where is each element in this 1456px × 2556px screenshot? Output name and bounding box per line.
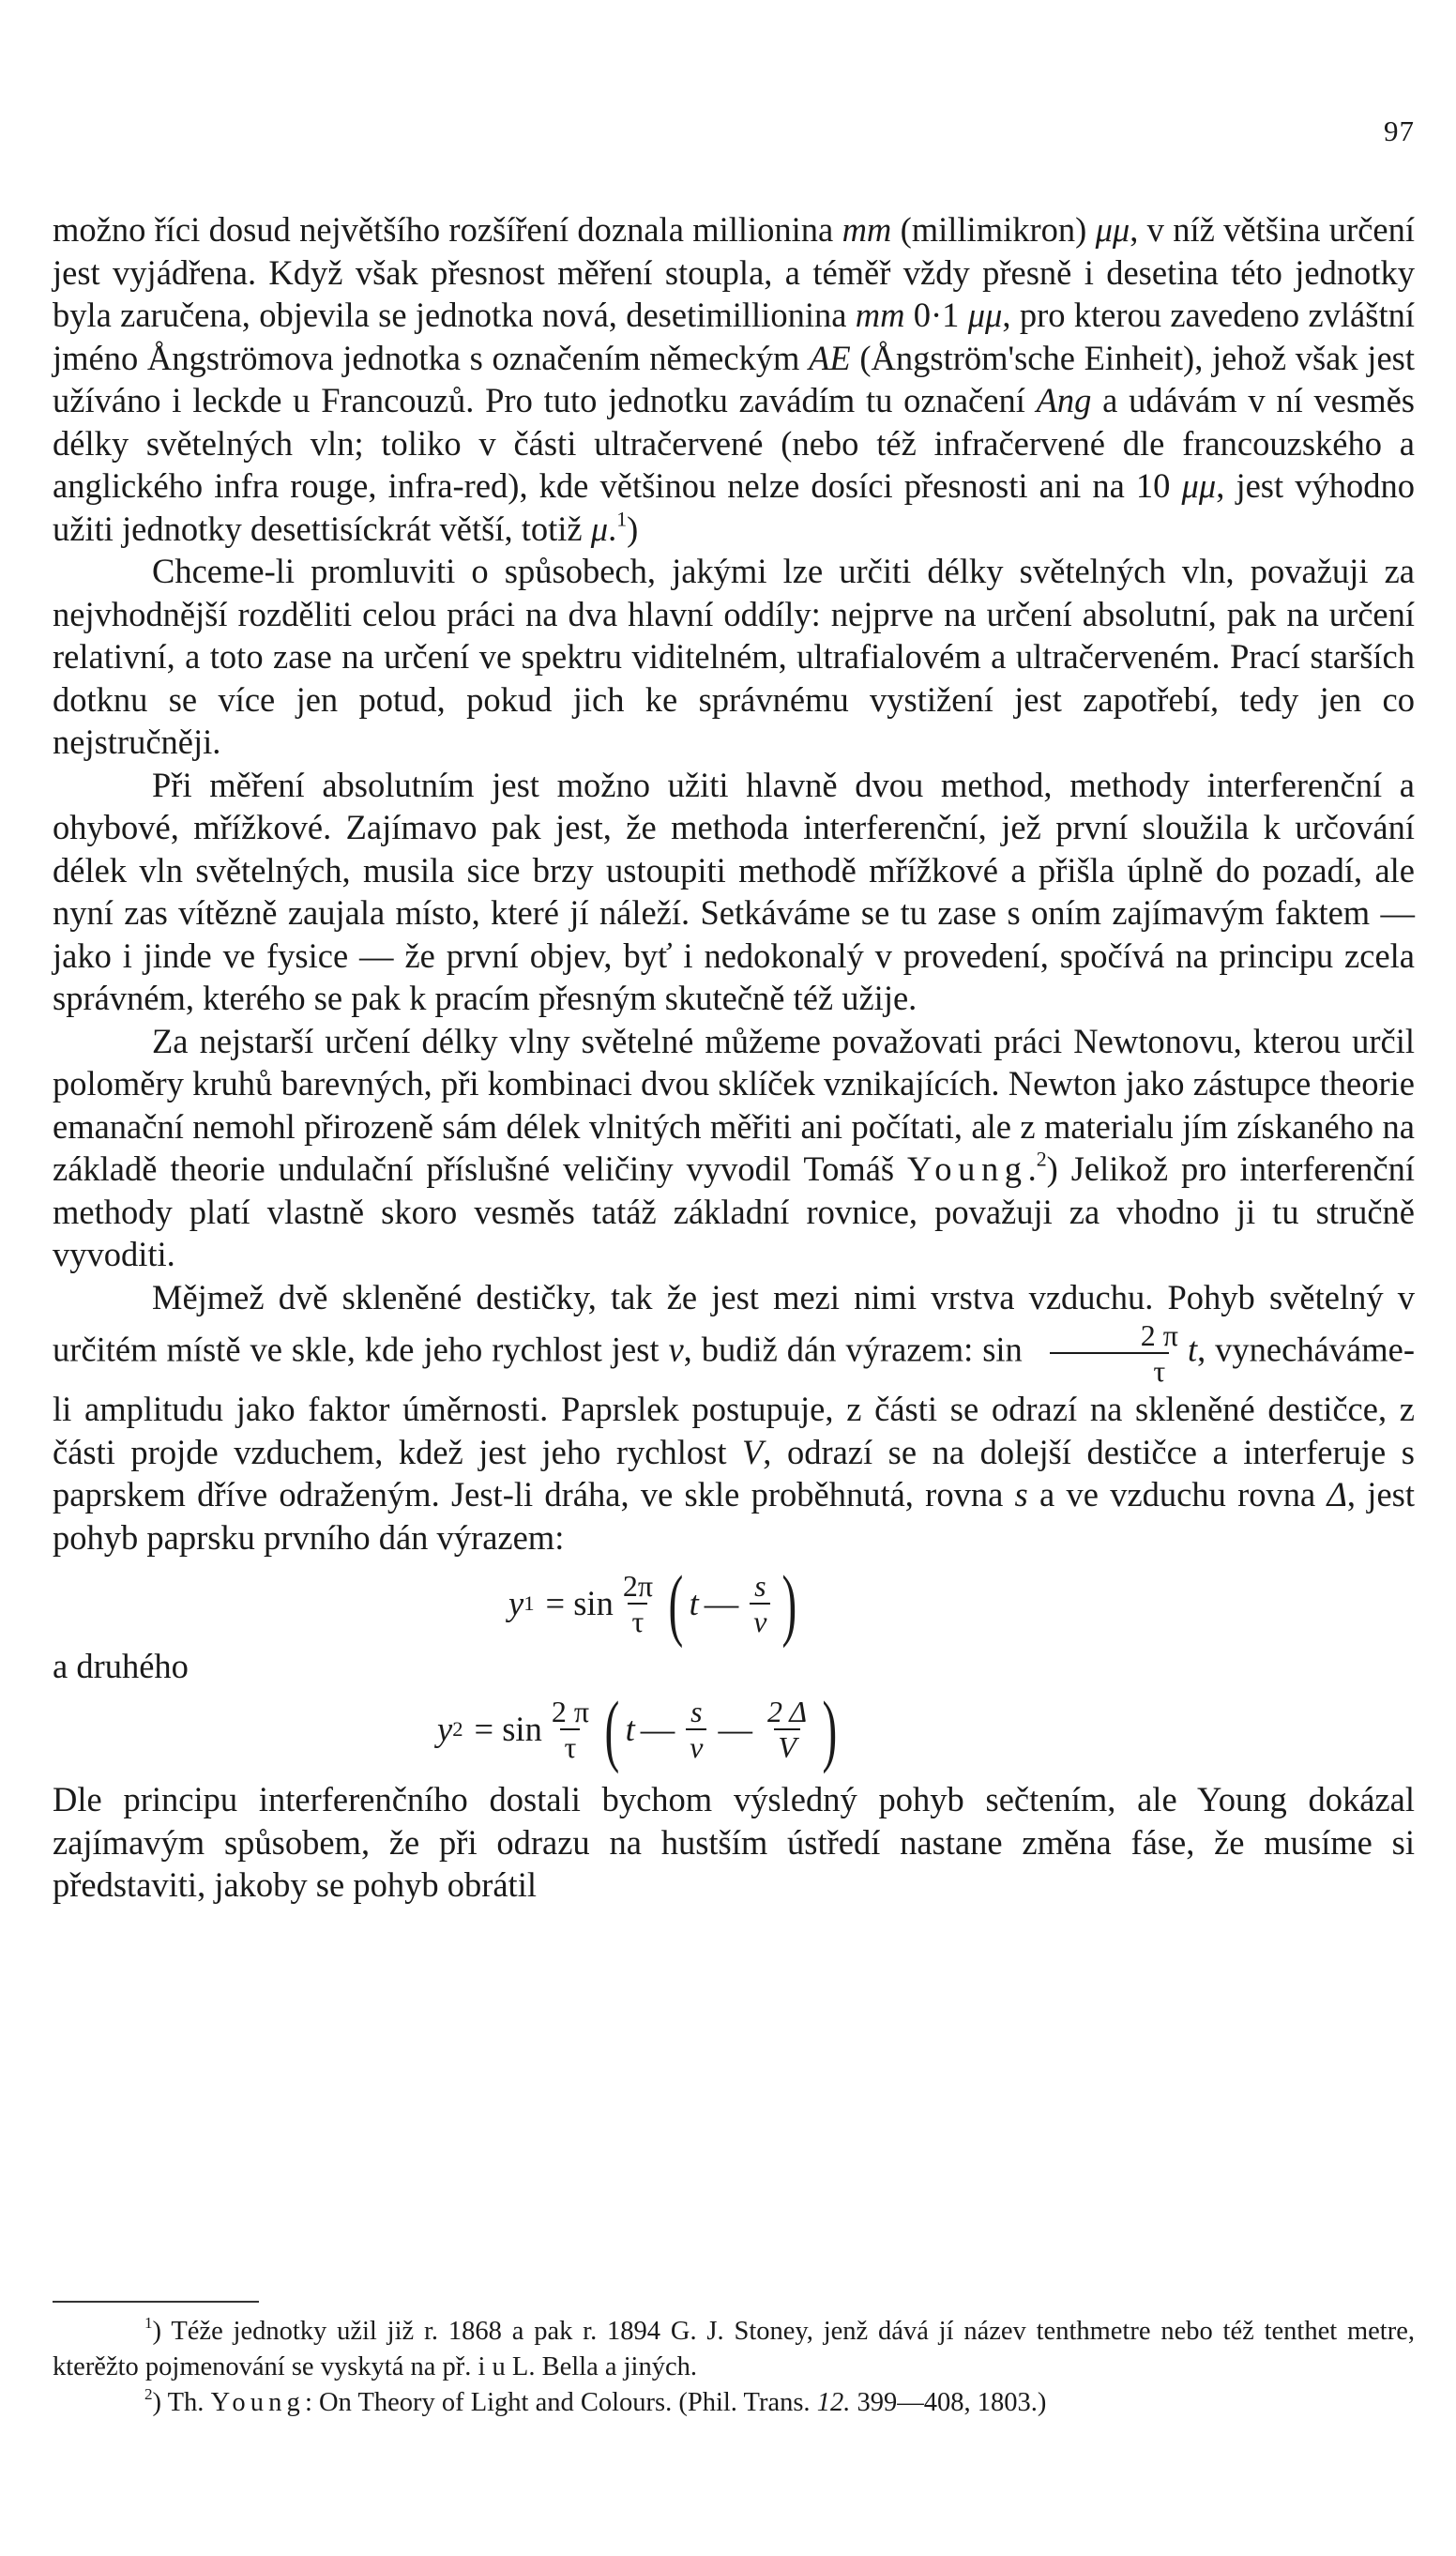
equals-sin: = sin [545, 1584, 614, 1623]
equals-sin: = sin [474, 1710, 542, 1749]
fraction-denominator: v [686, 1728, 706, 1764]
right-paren: ) [822, 1684, 838, 1774]
symbol-ang: Ang [1036, 381, 1092, 419]
body-text [53, 208, 1415, 1907]
paragraph-5 [53, 1276, 1415, 1559]
unit-mumu: μμ [967, 296, 1003, 334]
a-druheho-line [53, 1645, 1415, 1688]
fraction-numerator: s [690, 1695, 703, 1728]
text-span: , jest výhodno užiti jednotky desettisíckrát větší, totiž [53, 466, 1416, 548]
fraction [686, 1695, 706, 1764]
fraction [619, 1569, 657, 1638]
footnote-2 [53, 2385, 1415, 2421]
fraction-denominator: τ [628, 1603, 647, 1638]
paragraph-6: Dle principu interferenčního dostali bychom výsledný pohyb sečtením, ale Young dokázal zajímavým spůsobem, že při odrazu na hustším ústředí nastane změna fáse, že musíme si představiti, jakoby se pohyb obrátil [53, 1780, 1415, 1904]
left-paren: ( [668, 1559, 684, 1649]
formula-2 [53, 1684, 1415, 1774]
page-number: 97 [1384, 114, 1415, 147]
a-druheho: a druhého [53, 1647, 189, 1686]
author-young: Young [907, 1149, 1028, 1188]
right-paren: ) [781, 1559, 797, 1649]
unit-mu: μ [590, 509, 609, 548]
footnote-text: ) Téže jednotky užil již r. 1868 a pak r. 1894 G. J. Stoney, jenž dává jí název tenthmetre nebo též tenthet metre, kterěžto pojmenování se vyskytá na př. i u L. Bella a jiných. [53, 2317, 1415, 2381]
paragraph-3: Při měření absolutním jest možno užiti hlavně dvou method, methody interferenční a ohybové, mřížkové. Zajímavo pak jest, že methoda interferenční, jež první sloužila k určování délek vln světelných, musila sice brzy ustoupiti methodě mřížkové a přišla úplně do pozadí, ale nyní zas vítězně zaujala místo, které jí náleží. Setkáváme se tu zase s oním zajímavým faktem — jako i jinde ve fysice — že první objev, byť i nedokonalý v provedení, spočívá na principu zcela správném, kterého se pak k pracím přesným skutečně též užije. [53, 765, 1415, 1017]
left-paren: ( [604, 1684, 620, 1774]
fraction-numerator: 2 π [1140, 1318, 1178, 1352]
text-span: Za nejstarší určení délky vlny světelné můžeme považovati práci Newtonovu, kterou určil poloměry kruhů barevných, při kombinaci dvou sklíček vznikajících. Newton jako zástupce theorie emanační nemohl přirozeně sám délek vlnitých měřiti ani počítati, ale z materialu jím získaného na základě theorie undulační příslušné veličiny vyvodil Tomáš [53, 1021, 1415, 1188]
formula-2-content: y 2 = sin $\frac{2 \pi}{\tau}$ ( t — $\frac{s}{v}$ — $\frac{2 \Delta}{V}$ ) [437, 1684, 838, 1774]
paragraph-1 [53, 208, 1415, 550]
fraction-numerator: 2 Δ [766, 1695, 808, 1728]
fraction-numerator: s [754, 1569, 766, 1603]
text-span: , jest pohyb paprsku prvního dán výrazem: [53, 1475, 1415, 1557]
text-span: . [608, 509, 617, 548]
symbol-v: v [668, 1330, 684, 1369]
fraction-denominator: v [750, 1603, 770, 1638]
text-span: Mějmež dvě skleněné destičky, tak že jest mezi nimi vrstva vzduchu. Pohyb světelný v určitém místě ve skle, kde jeho rychlost jest [53, 1277, 1415, 1369]
text-span: , odrazí se na dolejší destičce a interferuje s paprskem dříve odraženým. Jest-li dráha, ve skle proběhnutá, rovna [53, 1432, 1415, 1514]
paragraph-4 [53, 1020, 1415, 1276]
minus-sign: — [704, 1584, 739, 1623]
footnote-1 [53, 2314, 1415, 2385]
symbol-delta: Δ [1327, 1475, 1347, 1514]
symbol-t: t [625, 1710, 635, 1749]
symbol-t: t [1187, 1330, 1198, 1369]
symbol-y: y [437, 1710, 453, 1749]
fraction-denominator: V [774, 1728, 800, 1764]
volume-number: 12. [816, 2388, 851, 2417]
footnote-marker: 2 [144, 2385, 153, 2404]
unit-mm: mm [855, 296, 905, 334]
text-span: (millimikron) [891, 210, 1096, 249]
fraction-denominator: τ [560, 1728, 580, 1764]
fraction-numerator: 2 π [551, 1695, 589, 1728]
minus-sign: — [640, 1710, 675, 1749]
fraction-denominator: τ [1050, 1352, 1169, 1388]
symbol-s: s [1014, 1475, 1028, 1514]
footnote-divider [53, 2301, 259, 2303]
symbol-y: y [508, 1584, 524, 1623]
footnote-ref-2: 2 [1036, 1147, 1047, 1171]
text-span: (Ångström'sche Einheit), jehož však jest užíváno i leckde u Francouzů. Pro tuto jednotku zavádím tu označení [53, 338, 1415, 419]
unit-mumu: μμ [1095, 210, 1130, 249]
unit-mumu: μμ [1181, 466, 1217, 505]
fraction-numerator: 2π [622, 1569, 653, 1603]
footnote-text: ) Th. [152, 2388, 211, 2417]
text-span: 0·1 [904, 296, 968, 334]
footnotes [53, 2314, 1415, 2421]
paragraph-2: Chceme-li promluviti o spůsobech, jakými lze určiti délky světelných vln, považuji za nejvhodnější rozděliti celou práci na dva hlavní oddíly: nejprve na určení absolutní, pak na určení relativní, a toto zase na určení ve spektru viditelném, ultrafialovém a ultračerveném. Prací starších dotknu se více jen potud, pokud jich ke správnému vystižení jest zapotřebí, tedy jen co nejstručněji. [53, 552, 1415, 761]
unit-mm: mm [842, 210, 892, 249]
minus-sign: — [718, 1710, 752, 1749]
text-span: možno říci dosud největšího rozšíření doznala millionina [53, 210, 842, 249]
text-span: , budiž dán výrazem: sin [683, 1330, 1032, 1369]
text-span: ) [627, 509, 639, 548]
symbol-V: V [742, 1432, 764, 1471]
text-span: a udávám v ní vesměs délky světelných vln; toliko v části ultračervené (nebo též infračervené dle francouzského a anglického infra rouge, infra-red), kde většinou nelze dosíci přesnosti ani na 10 [53, 381, 1415, 505]
text-span: ) Jelikož pro interferenční methody platí vlastně skoro vesměs tatáž základní rovnice, považuji za vhodno ji tu stručně vyvoditi. [53, 1149, 1415, 1273]
fraction [764, 1695, 811, 1764]
author-young: Young [210, 2388, 305, 2417]
fraction [548, 1695, 593, 1764]
footnote-text: : On Theory of Light and Colours. (Phil. Trans. [304, 2388, 817, 2417]
text-span: , v níž většina určení jest vyjádřena. Když však přesnost měření stoupla, a téměř vždy přesně i desetina této jednotky byla zaručena, objevila se jednotka nová, desetimillionina [53, 210, 1416, 334]
footnote-text: 399—408, 1803.) [850, 2388, 1047, 2417]
text-span: , pro kterou zavedeno zvláštní jméno Ångströmova jednotka s označením německým [53, 296, 1415, 377]
text-span: , vynecháváme-li amplitudu jako faktor úměrnosti. Paprslek postupuje, z části se odrazí na skleněné destičce, z části projde vzduchem, kdež jest jeho rychlost [53, 1330, 1415, 1471]
formula-1-content: y 1 = sin $\frac{2\pi}{\tau}$ ( t — $\frac{s}{v}$ ) [508, 1559, 797, 1649]
formula-1 [53, 1559, 1415, 1649]
footnote-marker: 1 [144, 2314, 153, 2333]
inline-fraction [1038, 1318, 1182, 1388]
footnote-ref-1: 1 [616, 507, 628, 531]
text-span: . [1027, 1149, 1037, 1188]
symbol-t: t [689, 1584, 699, 1623]
fraction [750, 1569, 770, 1638]
text-span: a ve vzduchu rovna [1027, 1475, 1327, 1514]
symbol-ae: AE [809, 338, 851, 377]
